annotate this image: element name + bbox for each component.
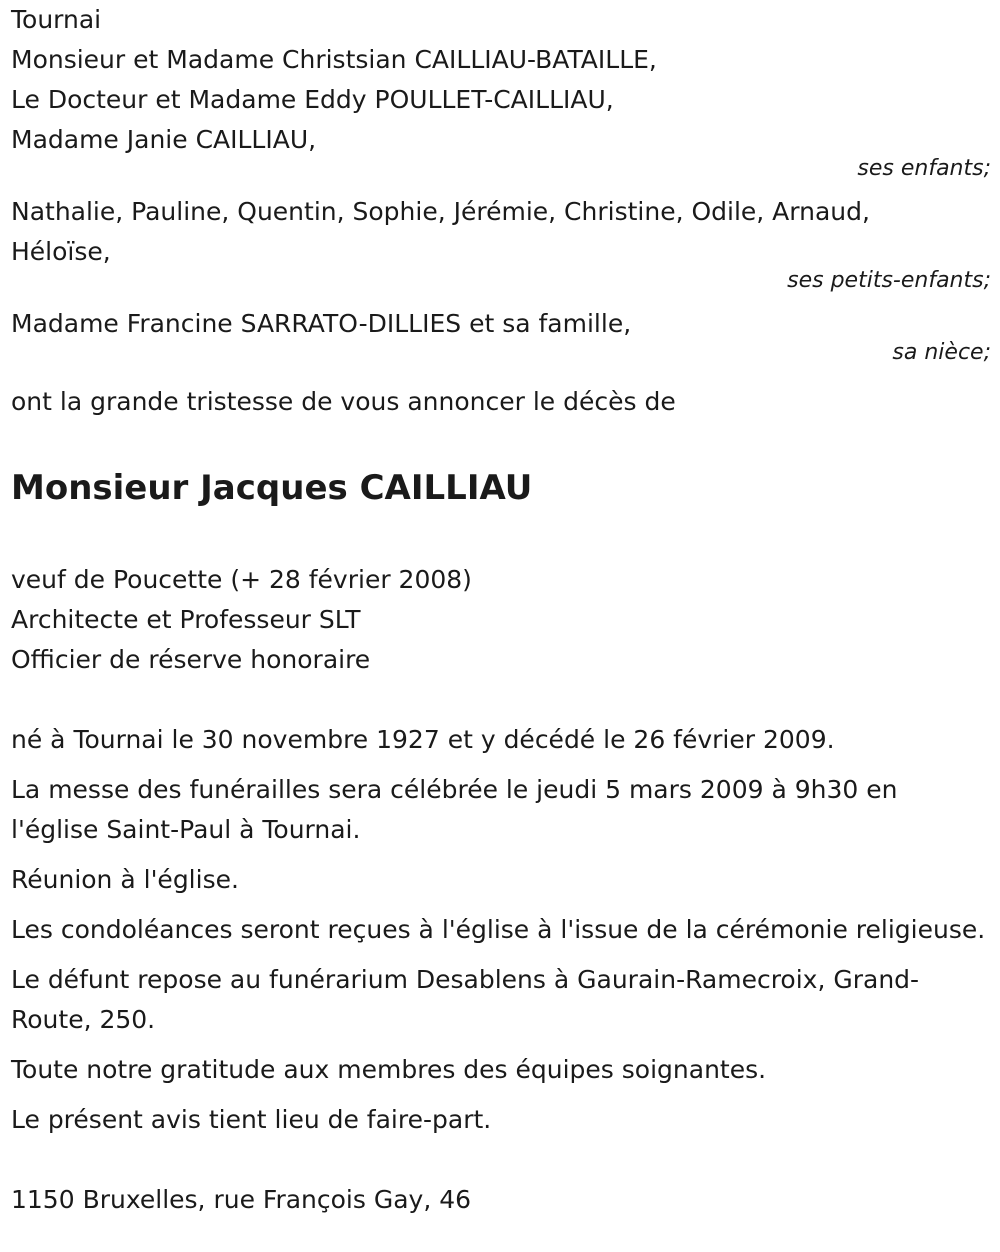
niece-role-label: sa nièce; [892, 340, 991, 365]
announcement-line: ont la grande tristesse de vous annoncer le décès de [11, 387, 676, 416]
niece-line: Madame Francine SARRATO-DILLIES et sa famille, [11, 309, 632, 338]
city-line: Tournai [11, 5, 102, 34]
deceased-detail: Architecte et Professeur SLT [11, 605, 361, 634]
deceased-name: Monsieur Jacques CAILLIAU [11, 468, 533, 508]
body-paragraph: Le présent avis tient lieu de faire-part. [11, 1105, 492, 1134]
grandchildren-line: Nathalie, Pauline, Quentin, Sophie, Jérémie, Christine, Odile, Arnaud, [11, 197, 870, 226]
deceased-detail: veuf de Poucette (+ 28 février 2008) [11, 565, 472, 594]
body-paragraph: Les condoléances seront reçues à l'église à l'issue de la cérémonie religieuse. [11, 915, 986, 944]
body-paragraph: Toute notre gratitude aux membres des équipes soignantes. [11, 1055, 767, 1084]
body-paragraph: La messe des funérailles sera célébrée le jeudi 5 mars 2009 à 9h30 en l'église Saint-Paul à Tournai. [11, 775, 898, 844]
address-line: 1150 Bruxelles, rue François Gay, 46 [11, 1185, 472, 1214]
child-line: Madame Janie CAILLIAU, [11, 125, 317, 154]
deceased-detail: Officier de réserve honoraire [11, 645, 371, 674]
children-role-label: ses enfants; [857, 156, 991, 181]
child-line: Le Docteur et Madame Eddy POULLET-CAILLIAU, [11, 85, 614, 114]
grandchildren-line: Héloïse, [11, 237, 111, 266]
child-line: Monsieur et Madame Christsian CAILLIAU-BATAILLE, [11, 45, 657, 74]
body-paragraph: né à Tournai le 30 novembre 1927 et y décédé le 26 février 2009. [11, 725, 835, 754]
body-paragraph: Le défunt repose au funérarium Desablens à Gaurain-Ramecroix, Grand-Route, 250. [11, 965, 920, 1034]
body-paragraph: Réunion à l'église. [11, 865, 239, 894]
grandchildren-role-label: ses petits-enfants; [787, 268, 991, 293]
obituary-notice [11, 0, 991, 1220]
